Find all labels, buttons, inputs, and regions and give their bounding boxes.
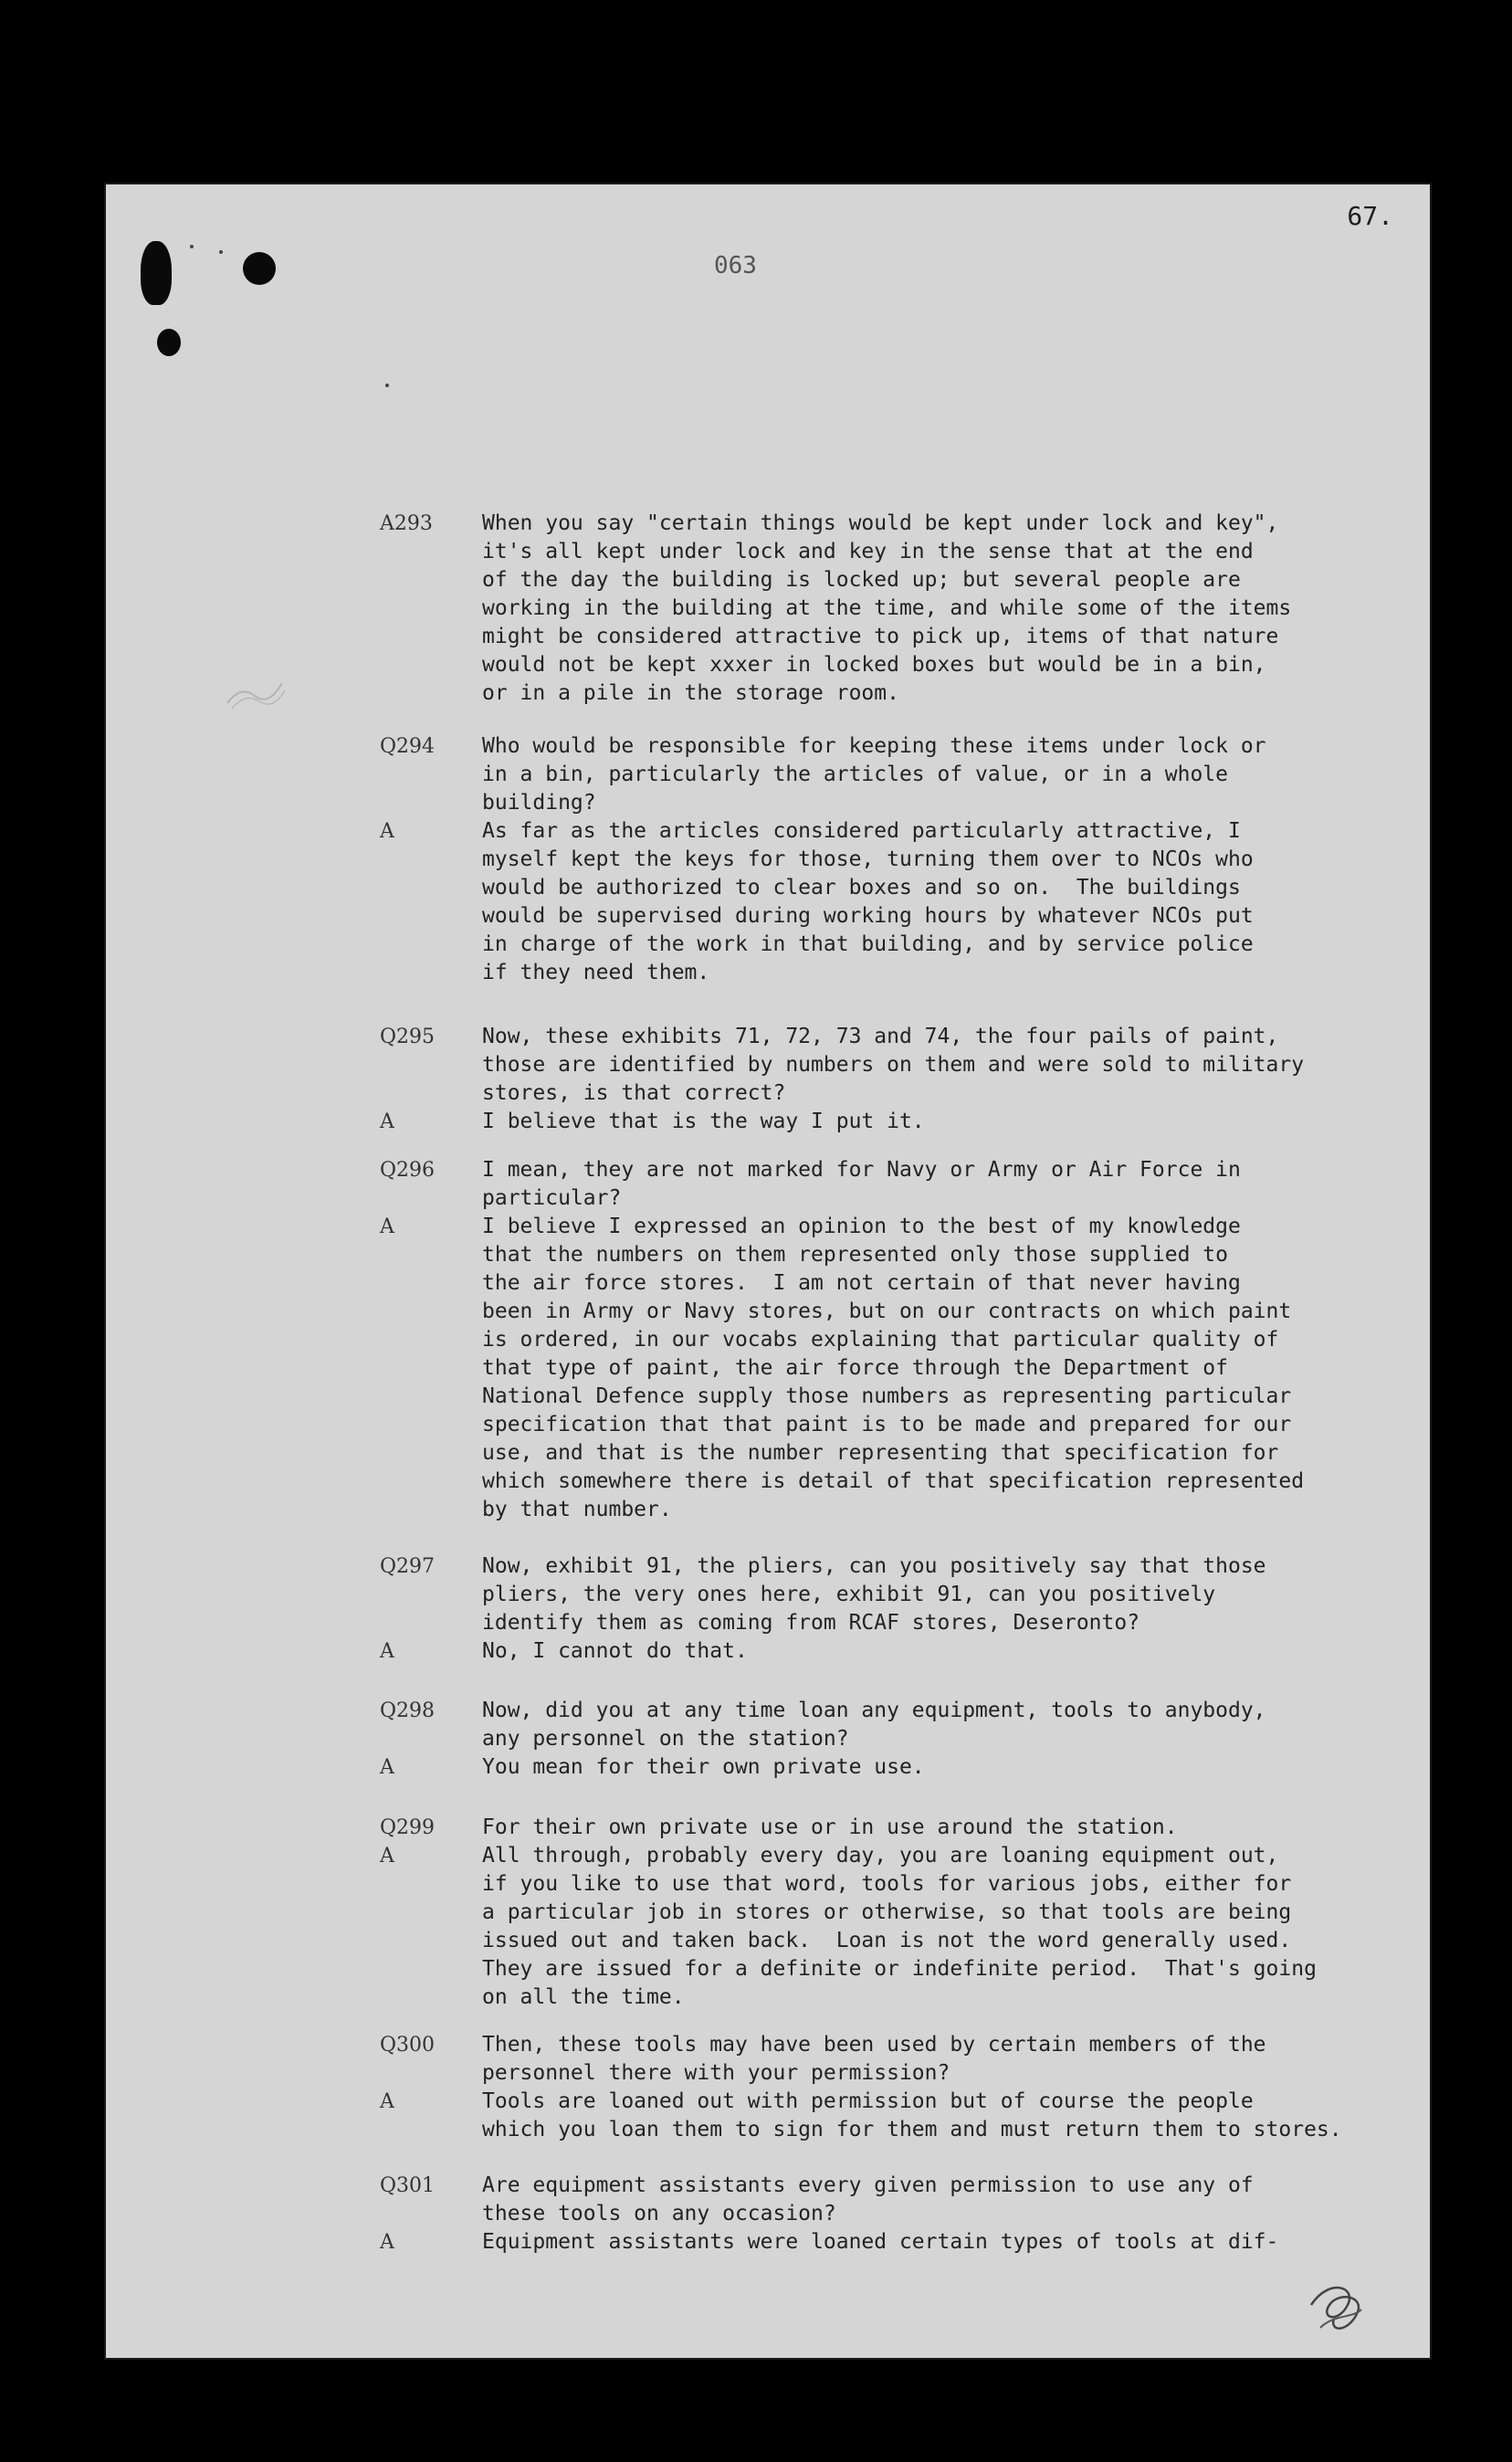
entry-label: Q297 [380,1555,436,1578]
answer-row [380,1753,1402,1782]
question-row [380,2031,1402,2088]
text-line: that type of paint, the air force through the Department of [482,1356,1228,1380]
text-line: which somewhere there is detail of that specification represented [482,1469,1305,1493]
text-line: particular? [482,1186,622,1210]
ink-blot [157,329,181,356]
answer-row [380,1108,1402,1136]
ink-dot [190,245,194,248]
text-line: if you like to use that word, tools for various jobs, either for [482,1872,1292,1896]
text-line: in charge of the work in that building, and by service police [482,932,1254,956]
answer-row [380,2088,1402,2144]
qa-entry-a293 [380,510,1402,708]
ink-blot [141,241,172,305]
entry-label: Q298 [380,1699,436,1722]
answer-row [380,2228,1402,2257]
text-line: Then, these tools may have been used by certain members of the [482,2033,1266,2057]
question-row [380,732,1402,817]
qa-entry-q301 [380,2172,1402,2257]
text-line: Now, did you at any time loan any equipment, tools to anybody, [482,1699,1266,1722]
text-line: those are identified by numbers on them and were sold to military [482,1053,1305,1077]
entry-label: A [380,1845,394,1868]
text-line: I mean, they are not marked for Navy or Army or Air Force in [482,1158,1241,1182]
text-line: if they need them. [482,961,710,984]
qa-entry-q297 [380,1552,1402,1666]
entry-label: Q294 [380,735,436,758]
text-line: personnel there with your permission? [482,2061,950,2085]
text-line: by that number. [482,1498,672,1521]
question-row [380,1814,1402,1842]
text-line: identify them as coming from RCAF stores, Deseronto? [482,1611,1140,1635]
answer-row [380,1637,1402,1666]
text-line: or in a pile in the storage room. [482,681,899,705]
text-line: stores, is that correct? [482,1081,786,1105]
text-line: the air force stores. I am not certain of that never having [482,1271,1241,1295]
entry-label: A293 [380,512,433,535]
entry-label: A [380,1756,394,1779]
text-line: You mean for their own private use. [482,1755,925,1779]
text-line: issued out and taken back. Loan is not the word generally used. [482,1929,1292,1952]
answer-row [380,1842,1402,2012]
ink-dot [219,250,223,254]
text-line: I believe that is the way I put it. [482,1110,925,1133]
entry-label: A [380,2231,394,2254]
answer-row [380,510,1402,708]
text-line: Now, these exhibits 71, 72, 73 and 74, the four pails of paint, [482,1025,1279,1048]
text-line: No, I cannot do that. [482,1639,748,1663]
text-line: Who would be responsible for keeping these items under lock or [482,734,1266,758]
text-line: which you loan them to sign for them and must return them to stores. [482,2118,1342,2141]
question-row [380,1156,1402,1213]
qa-entry-q300 [380,2031,1402,2144]
entry-label: A [380,820,394,843]
text-line: I believe I expressed an opinion to the best of my knowledge [482,1215,1241,1238]
answer-row [380,1213,1402,1524]
text-line: specification that that paint is to be made and prepared for our [482,1413,1292,1436]
question-row [380,1552,1402,1637]
ink-blot [243,252,276,285]
text-line: building? [482,791,596,815]
entry-label: Q295 [380,1026,436,1048]
entry-label: A [380,1110,394,1133]
document-page [106,184,1430,2358]
question-row [380,2172,1402,2228]
text-line: a particular job in stores or otherwise, so that tools are being [482,1900,1292,1924]
text-line: Are equipment assistants every given permission to use any of [482,2173,1254,2197]
text-line: might be considered attractive to pick up, items of that nature [482,625,1279,648]
document-code: 063 [714,252,757,279]
qa-entry-q298 [380,1697,1402,1782]
text-line: any personnel on the station? [482,1727,849,1751]
text-line: been in Army or Navy stores, but on our contracts on which paint [482,1299,1292,1323]
text-line: For their own private use or in use around the station. [482,1815,1178,1839]
entry-label: A [380,1215,394,1238]
text-line: Now, exhibit 91, the pliers, can you positively say that those [482,1554,1266,1578]
text-line: would be authorized to clear boxes and so on. The buildings [482,876,1241,900]
text-line: would be supervised during working hours by whatever NCOs put [482,904,1254,928]
text-line: working in the building at the time, and while some of the items [482,596,1292,620]
page-number: 67. [1347,201,1393,231]
qa-entry-q295 [380,1023,1402,1136]
text-line: When you say "certain things would be kept under lock and key", [482,511,1279,535]
text-line: pliers, the very ones here, exhibit 91, can you positively [482,1583,1216,1606]
text-line: All through, probably every day, you are loaning equipment out, [482,1844,1279,1868]
text-line: in a bin, particularly the articles of value, or in a whole [482,763,1228,786]
entry-label: Q300 [380,2034,436,2057]
question-row [380,1697,1402,1753]
text-line: use, and that is the number representing that specification for [482,1441,1279,1465]
text-line: on all the time. [482,1985,685,2009]
entry-label: Q296 [380,1159,436,1182]
ink-dot [385,384,389,387]
text-line: these tools on any occasion? [482,2202,836,2225]
question-row [380,1023,1402,1108]
text-line: As far as the articles considered particularly attractive, I [482,819,1241,843]
text-line: that the numbers on them represented only those supplied to [482,1243,1228,1267]
text-line: it's all kept under lock and key in the sense that at the end [482,540,1254,563]
text-line: myself kept the keys for those, turning them over to NCOs who [482,847,1254,871]
qa-entry-q294 [380,732,1402,987]
text-line: Equipment assistants were loaned certain types of tools at dif- [482,2230,1279,2254]
text-line: of the day the building is locked up; but several people are [482,568,1241,592]
text-line: National Defence supply those numbers as representing particular [482,1384,1292,1408]
smudge-mark [223,676,287,712]
qa-entry-q299 [380,1814,1402,2012]
text-line: They are issued for a definite or indefinite period. That's going [482,1957,1317,1981]
answer-row [380,817,1402,987]
text-line: Tools are loaned out with permission but of course the people [482,2089,1254,2113]
text-line: would not be kept xxxer in locked boxes but would be in a bin, [482,653,1266,677]
qa-entry-q296 [380,1156,1402,1524]
text-line: is ordered, in our vocabs explaining that particular quality of [482,1328,1279,1352]
entry-label: Q299 [380,1816,436,1839]
entry-label: Q301 [380,2174,436,2197]
entry-label: A [380,1640,394,1663]
entry-label: A [380,2090,394,2113]
handwritten-scribble [1302,2278,1375,2341]
